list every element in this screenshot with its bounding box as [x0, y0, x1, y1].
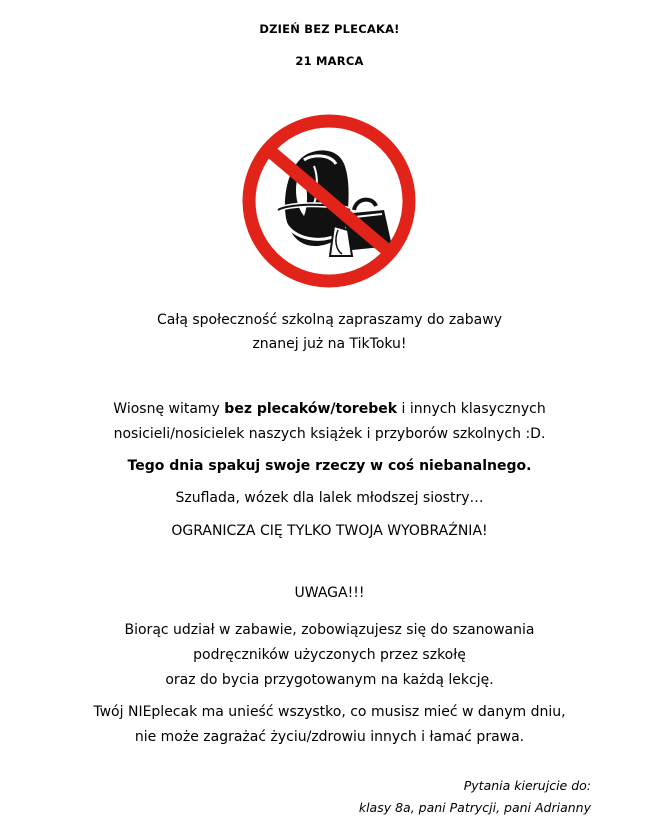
- contact-line-1: Pytania kierujcie do:: [463, 778, 591, 793]
- warning-line-2: podręczników użyczonych przez szkołę: [193, 647, 466, 663]
- welcome-text-before: Wiosnę witamy: [113, 401, 225, 417]
- warning-heading: UWAGA!!!: [294, 585, 365, 601]
- warning-line-3: oraz do bycia przygotowanym na każdą lekcję.: [165, 672, 494, 688]
- intro-line-2: znanej już na TikToku!: [252, 336, 407, 352]
- welcome-text-bold: bez plecaków/torebek: [224, 401, 398, 417]
- intro-line-1: Całą społeczność szkolną zapraszamy do zabawy: [156, 312, 502, 328]
- callout-text: Tego dnia spakuj swoje rzeczy w coś niebanalnego.: [127, 458, 532, 474]
- rules-line-1: Twój NIEplecak ma unieść wszystko, co musisz mieć w danym dniu,: [93, 704, 566, 720]
- welcome-line-2: nosicieli/nosicielek naszych książek i przyborów szkolnych :D.: [113, 426, 546, 442]
- examples-text: Szuflada, wózek dla lalek młodszej siostry…: [175, 490, 484, 506]
- no-backpack-sign-icon: [234, 106, 424, 296]
- welcome-line-1: [0, 401, 659, 417]
- page-title: DZIEŃ BEZ PLECAKA!: [259, 22, 400, 36]
- contact-line-2: klasy 8a, pani Patrycji, pani Adrianny: [358, 800, 591, 815]
- warning-line-1: Biorąc udział w zabawie, zobowiązujesz się do szanowania: [124, 622, 535, 638]
- welcome-text-after: i innych klasycznych: [397, 401, 546, 417]
- event-date: 21 MARCA: [295, 54, 364, 68]
- rules-line-2: nie może zagrażać życiu/zdrowiu innych i łamać prawa.: [134, 729, 525, 745]
- imagination-text: OGRANICZA CIĘ TYLKO TWOJA WYOBRAŹNIA!: [171, 523, 488, 539]
